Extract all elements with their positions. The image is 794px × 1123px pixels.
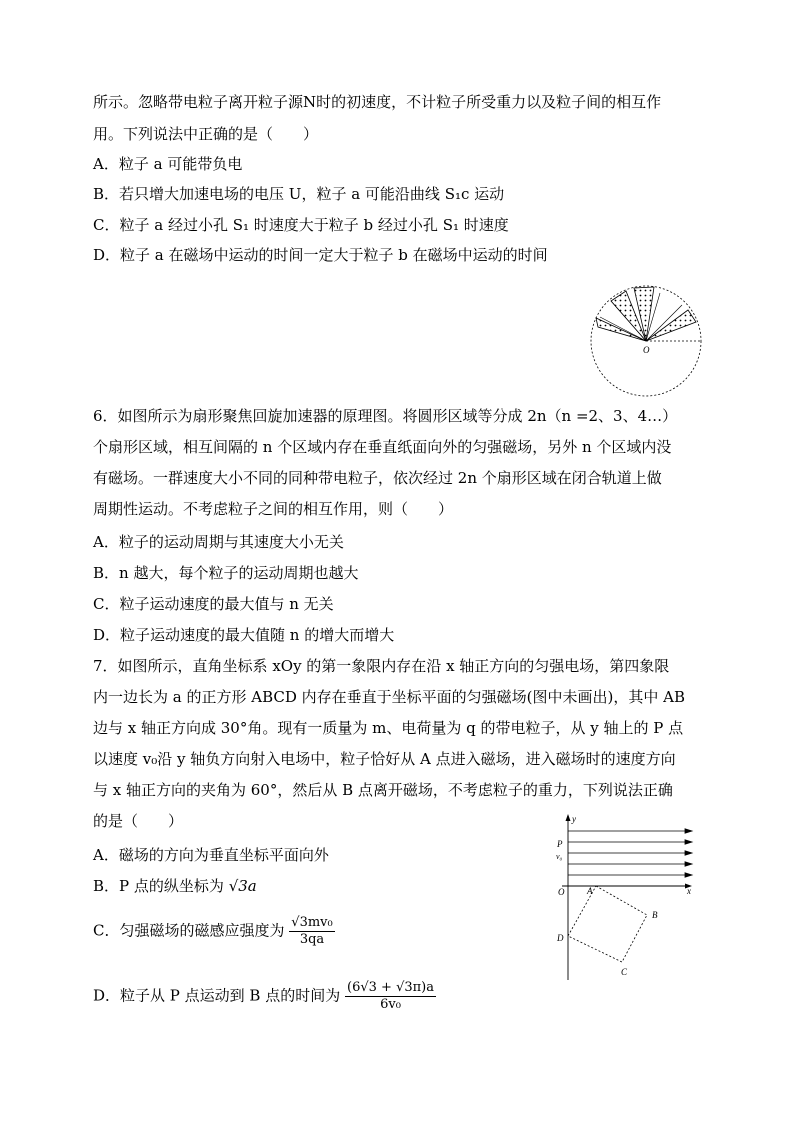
q6-stem-line4: 周期性运动。不考虑粒子之间的相互作用，则（ ） — [93, 500, 454, 518]
q5-stem-line1: 所示。忽略带电粒子离开粒子源N时的初速度，不计粒子所受重力以及粒子间的相互作 — [93, 93, 662, 111]
q7-option-a: A．磁场的方向为垂直坐标平面向外 — [93, 846, 329, 864]
q6-stem-line3: 有磁场。一群速度大小不同的同种带电粒子，依次经过 2n 个扇形区域在闭合轨道上做 — [93, 469, 662, 487]
v0-label: v₀ — [556, 852, 563, 861]
q7-stem-line6: 的是（ ） — [93, 812, 184, 830]
x-axis-label: x — [687, 886, 691, 896]
point-p-label: P — [557, 839, 563, 849]
y-axis-label: y — [572, 814, 576, 824]
sector-field-2 — [634, 287, 654, 341]
q5-option-b: B．若只增大加速电场的电压 U，粒子 a 可能沿曲线 S₁c 运动 — [93, 185, 505, 203]
q5-stem-line2: 用。下列说法中正确的是（ ） — [93, 125, 319, 143]
q7-option-d: D．粒子从 P 点运动到 B 点的时间为 $\frac{(6√3 + √3\pi)a}{\text{6v₀}}$ — [93, 980, 434, 1012]
point-c-label: C — [621, 967, 628, 977]
q7-stem-line5: 与 x 轴正方向的夹角为 60°，然后从 B 点离开磁场，不考虑粒子的重力，下列说法正确 — [93, 781, 673, 799]
square-abcd — [568, 886, 647, 962]
magnetic-field-fraction: $\frac{\text{√3mv₀}}{3qa}$ — [291, 915, 333, 947]
origin-label: O — [643, 345, 650, 355]
q7-option-c: C．匀强磁场的磁感应强度为 $\frac{\text{√3mv₀}}{3qa}$ — [93, 915, 333, 947]
electric-field-lines — [568, 829, 692, 877]
coordinate-field-figure — [550, 812, 700, 987]
q7-option-b: B．P 点的纵坐标为 √3a — [93, 877, 257, 895]
q6-option-a: A．粒子的运动周期与其速度大小无关 — [93, 533, 344, 551]
q6-option-c: C．粒子运动速度的最大值与 n 无关 — [93, 595, 334, 613]
q5-option-a: A．粒子 a 可能带负电 — [93, 155, 243, 173]
q7-stem-line1: 7．如图所示，直角坐标系 xOy 的第一象限内存在沿 x 轴正方向的匀强电场，第四象限 — [93, 657, 670, 675]
q6-stem-line1: 6．如图所示为扇形聚焦回旋加速器的原理图。将圆形区域等分成 2n（n =2、3、4…） — [93, 407, 678, 425]
point-a-label: A — [587, 886, 593, 896]
q7-stem-line2: 内一边长为 a 的正方形 ABCD 内存在垂直于坐标平面的匀强磁场(图中未画出)，其中 AB — [93, 688, 685, 706]
q5-option-c: C．粒子 a 经过小孔 S₁ 时速度大于粒子 b 经过小孔 S₁ 时速度 — [93, 216, 509, 234]
sector-cyclotron-figure — [588, 283, 708, 401]
point-d-label: D — [557, 933, 564, 943]
q5-option-d: D．粒子 a 在磁场中运动的时间一定大于粒子 b 在磁场中运动的时间 — [93, 246, 548, 264]
origin-label: O — [558, 887, 565, 897]
time-fraction: $\frac{(6√3 + √3\pi)a}{\text{6v₀}}$ — [347, 980, 434, 1012]
q6-option-d: D．粒子运动速度的最大值随 n 的增大而增大 — [93, 626, 395, 644]
point-b-label: B — [652, 910, 658, 920]
q7-stem-line4: 以速度 v₀沿 y 轴负方向射入电场中，粒子恰好从 A 点进入磁场，进入磁场时的速度方向 — [93, 750, 676, 768]
q6-stem-line2: 个扇形区域，相互间隔的 n 个区域内存在垂直纸面向外的匀强磁场，另外 n 个区域内没 — [93, 438, 672, 456]
q7-stem-line3: 边与 x 轴正方向成 30°角。现有一质量为 m、电荷量为 q 的带电粒子，从 y 轴上的 P 点 — [93, 719, 684, 737]
q6-option-b: B．n 越大，每个粒子的运动周期也越大 — [93, 564, 359, 582]
